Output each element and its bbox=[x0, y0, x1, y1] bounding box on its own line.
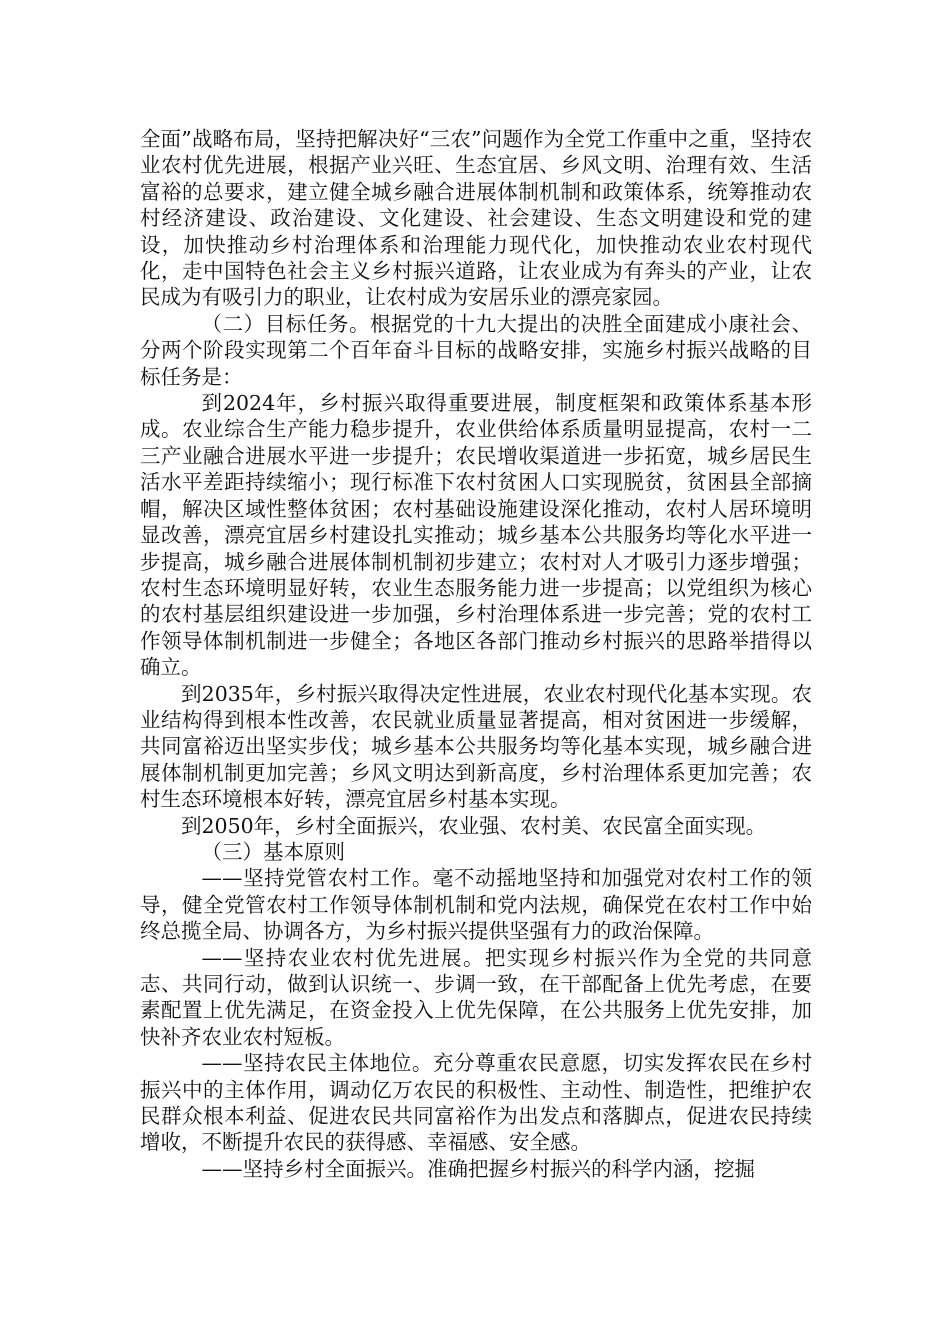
paragraph-2035-goals: 到2035年，乡村振兴取得决定性进展，农业农村现代化基本实现。农业结构得到根本性改善，农民就业质量显著提高，相对贫困进一步缓解，共同富裕迈出坚实步伐；城乡基本公共服务均等化基本实现，城乡融合进展体制机制更加完善；乡风文明达到新高度，乡村治理体系更加完善；农村生态环境根本好转，漂亮宜居乡村基本实现。 bbox=[140, 681, 812, 812]
document-body bbox=[140, 126, 812, 1182]
paragraph-goals-heading: （二）目标任务。根据党的十九大提出的决胜全面建成小康社会、分两个阶段实现第二个百年奋斗目标的战略安排，实施乡村振兴战略的目标任务是： bbox=[140, 311, 812, 389]
paragraph-2024-goals: 到2024年，乡村振兴取得重要进展，制度框架和政策体系基本形成。农业综合生产能力稳步提升，农业供给体系质量明显提高，农村一二三产业融合进展水平进一步提升；农民增收渠道进一步拓宽，城乡居民生活水平差距持续缩小；现行标准下农村贫困人口实现脱贫，贫困县全部摘帽，解决区域性整体贫困；农村基础设施建设深化推动，农村人居环境明显改善，漂亮宜居乡村建设扎实推动；城乡基本公共服务均等化水平进一步提高，城乡融合进展体制机制初步建立；农村对人才吸引力逐步增强；农村生态环境明显好转，农业生态服务能力进一步提高；以党组织为核心的农村基层组织建设进一步加强，乡村治理体系进一步完善；党的农村工作领导体制机制进一步健全；各地区各部门推动乡村振兴的思路举措得以确立。 bbox=[140, 391, 812, 680]
principle-farmer-subject: ——坚持农民主体地位。充分尊重农民意愿，切实发挥农民在乡村振兴中的主体作用，调动亿万农民的积极性、主动性、制造性，把维护农民群众根本利益、促进农民共同富裕作为出发点和落脚点，促进农民持续增收，不断提升农民的获得感、幸福感、安全感。 bbox=[140, 1051, 812, 1155]
principle-party-leadership: ——坚持党管农村工作。毫不动摇地坚持和加强党对农村工作的领导，健全党管农村工作领导体制机制和党内法规，确保党在农村工作中始终总揽全局、协调各方，为乡村振兴提供坚强有力的政治保障。 bbox=[140, 866, 812, 944]
paragraph-strategy-continuation: 全面”战略布局，坚持把解决好“三农”问题作为全党工作重中之重，坚持农业农村优先进展，根据产业兴旺、生态宜居、乡风文明、治理有效、生活富裕的总要求，建立健全城乡融合进展体制机制和政策体系，统筹推动农村经济建设、政治建设、文化建设、社会建设、生态文明建设和党的建设，加快推动乡村治理体系和治理能力现代化，加快推动农业农村现代化，走中国特色社会主义乡村振兴道路，让农业成为有奔头的产业，让农民成为有吸引力的职业，让农村成为安居乐业的漂亮家园。 bbox=[140, 127, 812, 310]
section-heading-principles: （三）基本原则 bbox=[201, 839, 345, 864]
principle-comprehensive-revitalization: ——坚持乡村全面振兴。准确把握乡村振兴的科学内涵，挖掘 bbox=[201, 1156, 755, 1181]
principle-agriculture-priority: ——坚持农业农村优先进展。把实现乡村振兴作为全党的共同意志、共同行动，做到认识统一、步调一致，在干部配备上优先考虑，在要素配置上优先满足，在资金投入上优先保障，在公共服务上优先安排，加快补齐农业农村短板。 bbox=[140, 945, 812, 1049]
paragraph-2050-goals: 到2050年，乡村全面振兴，农业强、农村美、农民富全面实现。 bbox=[181, 813, 767, 838]
